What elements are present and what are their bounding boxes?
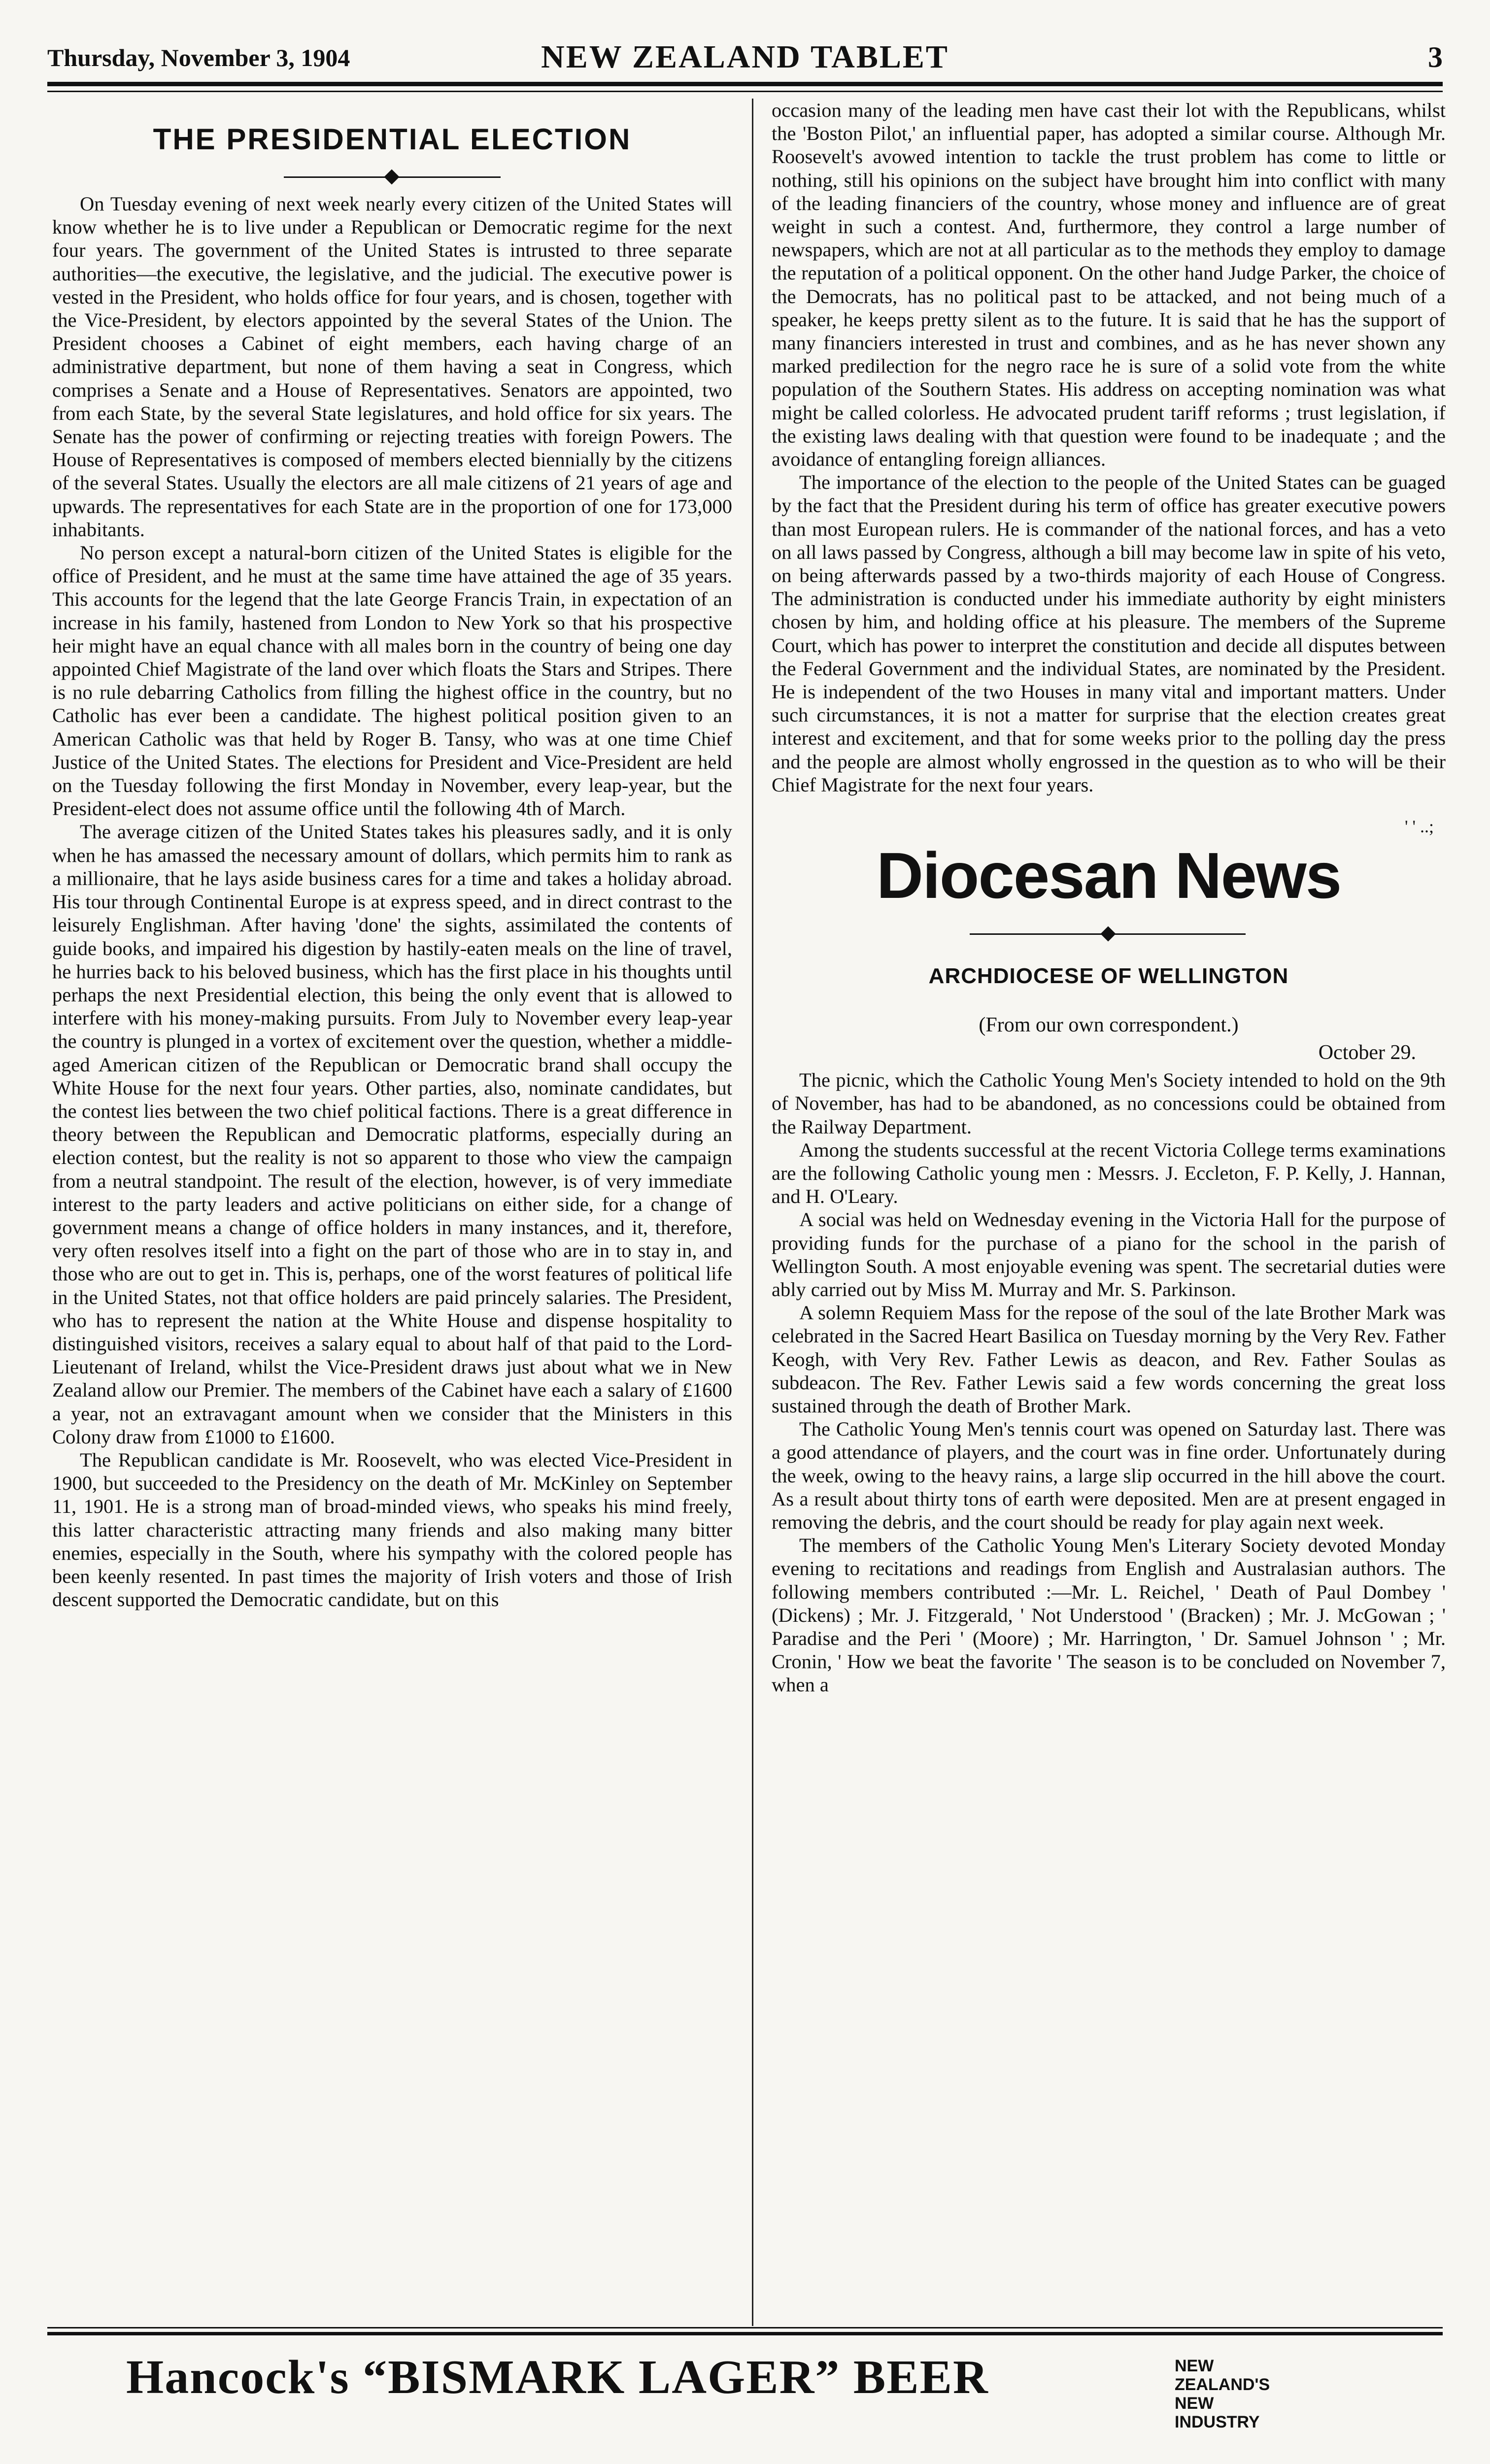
advertisement-text: Hancock's “BISMARK LAGER” BEER [126, 2351, 989, 2404]
stray-marks: ' ' ..; [1405, 817, 1434, 837]
article-paragraph: On Tuesday evening of next week nearly every citizen of the United States will know whether he is to live under a Republican or Democratic regime for the next four years. The government of the United States is intrusted to three separate authorities—the executive, the legislative, and the judicial. The executive power is vested in the President, who holds office for four years, and is chosen, together with the Vice-President, by electors appointed by the several States of the Union. The President chooses a Cabinet of eight members, each having charge of an administrative department, but none of them having a seat in Congress, which comprises a Senate and a House of Representatives. Senators are appointed, two from each State, by the several State legislatures, and hold office for six years. The Senate has the power of confirming or rejecting treaties with foreign Powers. The House of Representatives is composed of members elected biennially by the citizens of the several States. Usually the electors are all male citizens of 21 years of age and upwards. The representatives for each State are in the proportion of one for 173,000 inhabitants. [52, 193, 732, 541]
dateline: October 29. [1318, 1041, 1416, 1064]
tagline-line: NEW ZEALAND'S [1175, 2357, 1270, 2394]
news-paragraph: The members of the Catholic Young Men's Literary Society devoted Monday evening to recitations and readings from English and Australasian authors. The following members contributed :—Mr. L. Reichel, ' Death of Paul Dombey ' (Dickens) ; Mr. J. Fitzgerald, ' Not Understood ' (Bracken) ; Mr. J. McGowan ; ' Paradise and the Peri ' (Moore) ; Mr. Harrington, ' Dr. Samuel Johnson ' ; Mr. Cronin, ' How we beat the favorite ' The season is to be concluded on November 7, when a [772, 1534, 1446, 1696]
tagline-line: NEW INDUSTRY [1175, 2394, 1260, 2431]
footer-rule-thin [47, 2327, 1443, 2328]
article-paragraph: No person except a natural-born citizen of the United States is eligible for the office of President, and he must at the same time have attained the age of 35 years. This accounts for the legend that the late George Francis Train, in expectation of an increase in his family, hastened from London to New York so that his prospective heir might have an equal chance with all males born in the country of being one day appointed Chief Magistrate of the land over which floats the Stars and Stripes. There is no rule debarring Catholics from filling the highest office in the country, but no Catholic has ever been a candidate. The highest political position given to an American Catholic was that held by Roger B. Tansy, who was at one time Chief Justice of the United States. The elections for President and Vice-President are held on the Tuesday following the first Monday in November, every leap-year, but the President-elect does not assume office until the following 4th of March. [52, 542, 732, 820]
article-continuation: occasion many of the leading men have cast their lot with the Republicans, whilst the 'Boston Pilot,' an influential paper, has adopted a similar course. Although Mr. Roosevelt's avowed intention to tackle the trust problem has come to little or nothing, still his opinions on the subject have brought him into conflict with many of the leading financiers of the country, whose money and influence are of great weight in such a contest. And, furthermore, they control a large number of newspapers, which are not at all particular as to the methods they employ to damage the reputation of a political opponent. On the other hand Judge Parker, the choice of the Democrats, has no political past to be attacked, and not being much of a speaker, he keeps pretty silent as to the future. It is said that he has the support of many financiers interested in trust and combines, and as he has never shown any marked predilection for the negro race he is sure of a solid vote from the white population of the Southern States. His address on accepting nomination was what might be called colorless. He advocated prudent tariff reforms ; trust legislation, if the existing laws dealing with that question were found to be inadequate ; and the avoidance of entangling foreign alliances. [772, 99, 1446, 471]
article-headline: THE PRESIDENTIAL ELECTION [153, 123, 632, 156]
masthead [47, 38, 1443, 78]
right-column [772, 99, 1446, 1697]
news-paragraph: The Catholic Young Men's tennis court was opened on Saturday last. There was a good attendance of players, and the court was in fine order. Unfortunately during the week, owing to the heavy rains, a large slip occurred in the hill above the court. As a result about thirty tons of earth were deposited. Men are at present engaged in removing the debris, and the court should be ready for play again next week. [772, 1418, 1446, 1533]
left-column [52, 99, 732, 1611]
headline-ornament [52, 163, 732, 192]
footer-rule-thick [47, 2332, 1443, 2335]
news-paragraph: A solemn Requiem Mass for the repose of the soul of the late Brother Mark was celebrated in the Sacred Heart Basilica on Tuesday morning by the Very Rev. Father Keogh, with Very Rev. Father Lewis as deacon, and Rev. Father Soulas as subdeacon. The Rev. Father Lewis said a few words concerning the great loss sustained through the death of Brother Mark. [772, 1301, 1446, 1417]
news-paragraph: Among the students successful at the recent Victoria College terms examinations are the following Catholic young men : Messrs. J. Eccleton, F. P. Kelly, J. Hannan, and H. O'Leary. [772, 1138, 1446, 1208]
header-rule-thin [47, 91, 1443, 92]
news-paragraph: A social was held on Wednesday evening in the Victoria Hall for the purpose of providing funds for the purchase of a piano for the school in the parish of Wellington South. A most enjoyable evening was spent. The secretarial duties were ably carried out by Miss M. Murray and Mr. S. Parkinson. [772, 1208, 1446, 1300]
section-subhead: ARCHDIOCESE OF WELLINGTON [928, 964, 1289, 989]
article-paragraph: The importance of the election to the people of the United States can be guaged by the fact that the President during his term of office has greater executive powers than most European rulers. He is commander of the national forces, and has a veto on all laws passed by Congress, although a bill may become law in spite of his veto, on being afterwards passed by a two-thirds majority of each House of Congress. The administration is conducted under his immediate authority by eight ministers chosen by him, and holding office at his pleasure. The members of the Supreme Court, which has power to interpret the constitution and decide all disputes between the Federal Government and the individual States, are nominated by the President. He is independent of the two Houses in many vital and important matters. Under such circumstances, it is not a matter for surprise that the election creates great interest and excitement, and that for some weeks prior to the polling day the press and the people are almost wholly engrossed in the question as to who will be their Chief Magistrate for the next four years. [772, 471, 1446, 796]
advertisement-tagline [1175, 2357, 1303, 2431]
byline: (From our own correspondent.) [979, 1014, 1239, 1037]
article-paragraph: The average citizen of the United States takes his pleasures sadly, and it is only when he has amassed the necessary amount of dollars, which permits him to rank as a millionaire, that he lays aside business cares for a time and takes a holiday abroad. His tour through Continental Europe is at express speed, and in direct contrast to the leisurely Englishman. After having 'done' the sights, assimilated the contents of guide books, and impaired his digestion by hastily-eaten meals on the line of travel, he hurries back to his beloved business, which has the first place in his thoughts until perhaps the next Presidential election, this being the only event that is allowed to interfere with his money-making pursuits. From July to November every leap-year the country is plunged in a vortex of excitement over the question, whether a middle-aged American citizen of the Republican or Democratic brand shall occupy the White House for the next four years. Other parties, also, nominate candidates, but the contest lies between the two chief political factions. There is a great difference in theory between the Republican and Democratic platforms, especially during an election contest, but the reality is not so apparent to those who view the campaign from a neutral standpoint. The result of the election, however, is of very immediate interest to the party leaders and active politicians on either side, for a change of government means a change of office holders in many instances, and it, therefore, very often resolves itself into a fight on the part of those who are in to stay in, and those who are out to get in. This is, perhaps, one of the worst features of political life in the United States, not that office holders are paid princely salaries. The President, who has to represent the nation at the White House and dispense hospitality to distinguished visitors, receives a salary equal to about half of that paid to the Lord-Lieutenant of Ireland, whilst the Vice-President draws just about what we in New Zealand allow our Premier. The members of the Cabinet have each a salary of £1600 a year, not an extravagant amount when we consider that the Ministers in this Colony draw from £1000 to £1600. [52, 821, 732, 1448]
publication-title: NEW ZEALAND TABLET [541, 39, 949, 75]
article-paragraph: The Republican candidate is Mr. Roosevelt, who was elected Vice-President in 1900, but succeeded to the Presidency on the death of Mr. McKinley on September 11, 1901. He is a strong man of broad-minded views, who speaks his mind freely, this latter characteristic attracting many friends and also making many bitter enemies, especially in the South, where his sympathy with the colored people has been keenly resented. In past times the majority of Irish voters and those of Irish descent supported the Democratic candidate, but on this [52, 1448, 732, 1611]
diamond-ornament-icon [384, 169, 399, 184]
beer-advertisement [47, 2346, 1443, 2431]
page-number: 3 [1428, 41, 1443, 73]
header-rule-thick [47, 82, 1443, 86]
diamond-ornament-icon [1100, 926, 1116, 942]
section-ornament [772, 921, 1446, 949]
news-paragraph: The picnic, which the Catholic Young Men's Society intended to hold on the 9th of November, has had to be abandoned, as no concessions could be obtained from the Railway Department. [772, 1069, 1446, 1138]
section-title: Diocesan News [876, 839, 1341, 912]
column-divider [752, 99, 753, 2326]
issue-date: Thursday, November 3, 1904 [47, 44, 350, 71]
